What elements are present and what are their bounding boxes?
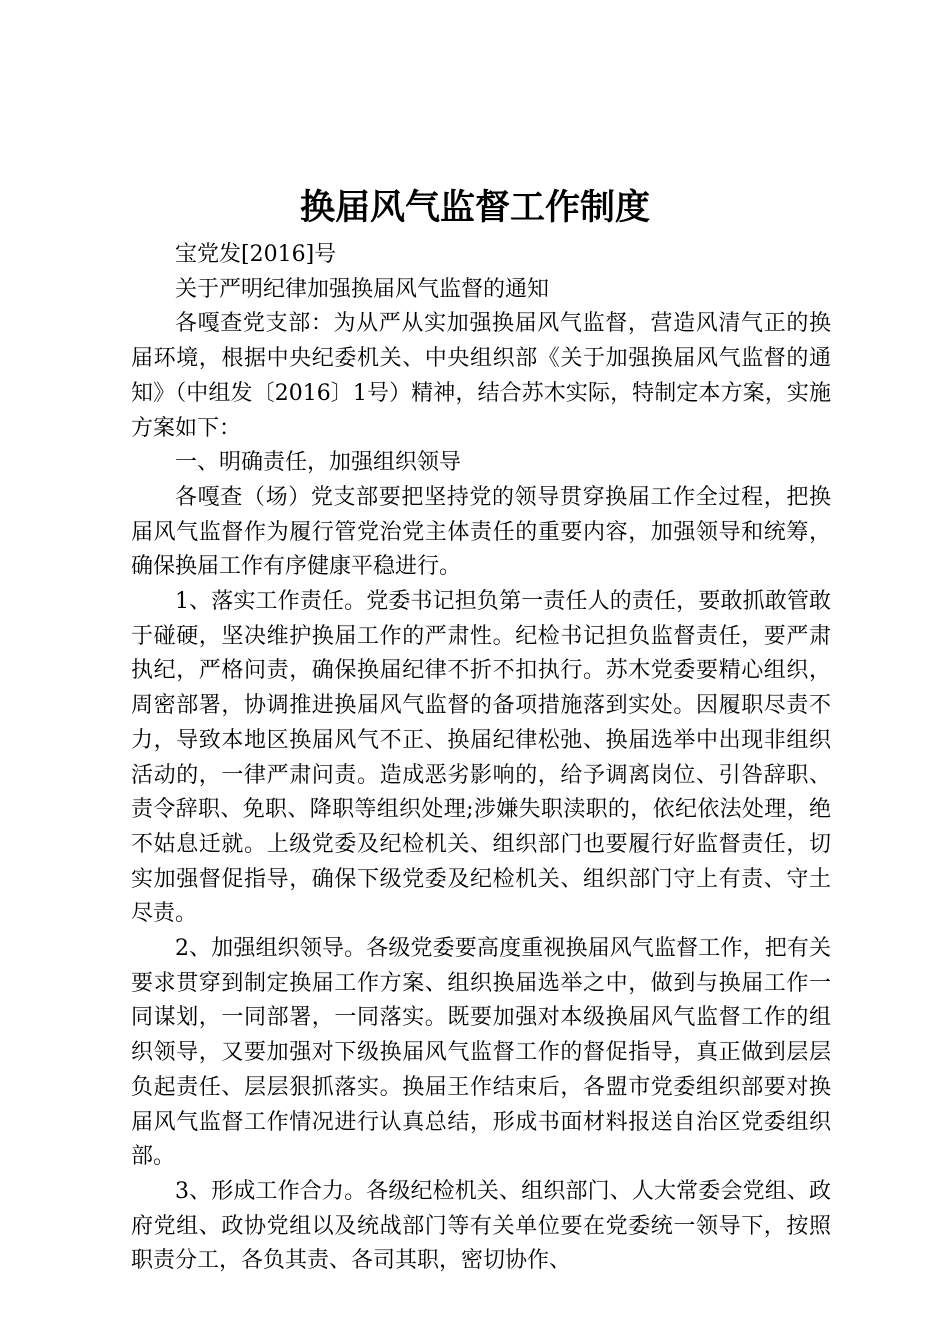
body-paragraph: 各嘎查党支部：为从严从实加强换届风气监督，营造风清气正的换届环境，根据中央纪委机关、中央组织部《关于加强换届风气监督的通知》（中组发〔2016〕1号）精神，结合苏木实际，特制定本方案，实施方案如下： — [131, 311, 831, 441]
body-paragraph: 各嘎查（场）党支部要把坚持党的领导贯穿换届工作全过程，把换届风气监督作为履行管党治党主体责任的重要内容，加强领导和统筹，确保换届工作有序健康平稳进行。 — [131, 484, 831, 580]
body-paragraph: 2、加强组织领导。各级党委要高度重视换届风气监督工作，把有关要求贯穿到制定换届工作方案、组织换届选举之中，做到与换届工作一同谋划，一同部署，一同落实。既要加强对本级换届风气监督工作的组织领导，又要加强对下级换届风气监督工作的督促指导，真正做到层层负起责任、层层狠抓落实。换届王作结束后，各盟市党委组织部要对换届风气监督工作情况进行认真总结，形成书面材料报送自治区党委组织部。 — [131, 936, 831, 1170]
document-number: 宝党发[2016]号 — [175, 242, 337, 267]
body-paragraph: 3、形成工作合力。各级纪检机关、组织部门、人大常委会党组、政府党组、政协党组以及统战部门等有关单位要在党委统一领导下，按照职责分工，各负其责、各司其职，密切协作、 — [131, 1178, 831, 1274]
document-body — [131, 238, 831, 1279]
document-title: 换届风气监督工作制度 — [299, 187, 650, 228]
body-paragraph: 1、落实工作责任。党委书记担负第一责任人的责任，要敢抓敢管敢于碰硬，坚决维护换届工作的严肃性。纪检书记担负监督责任，要严肃执纪，严格问责，确保换届纪律不折不扣执行。苏木党委要精心组织，周密部署，协调推进换届风气监督的备项措施落到实处。因履职尽责不力，导致本地区换届风气不正、换届纪律松弛、换届选举中出现非组织活动的，一律严肃问责。造成恶劣影响的，给予调离岗位、引咎辞职、责令辞职、免职、降职等组织处理;涉嫌失职渎职的，依纪依法处理，绝不姑息迁就。上级党委及纪检机关、组织部门也要履行好监督责任，切实加强督促指导，确保下级党委及纪检机关、组织部门守上有责、守土尽责。 — [131, 589, 831, 927]
section-heading: 一、明确责任，加强组织领导 — [175, 450, 462, 476]
notice-title: 关于严明纪律加强换届风气监督的通知 — [175, 276, 550, 302]
